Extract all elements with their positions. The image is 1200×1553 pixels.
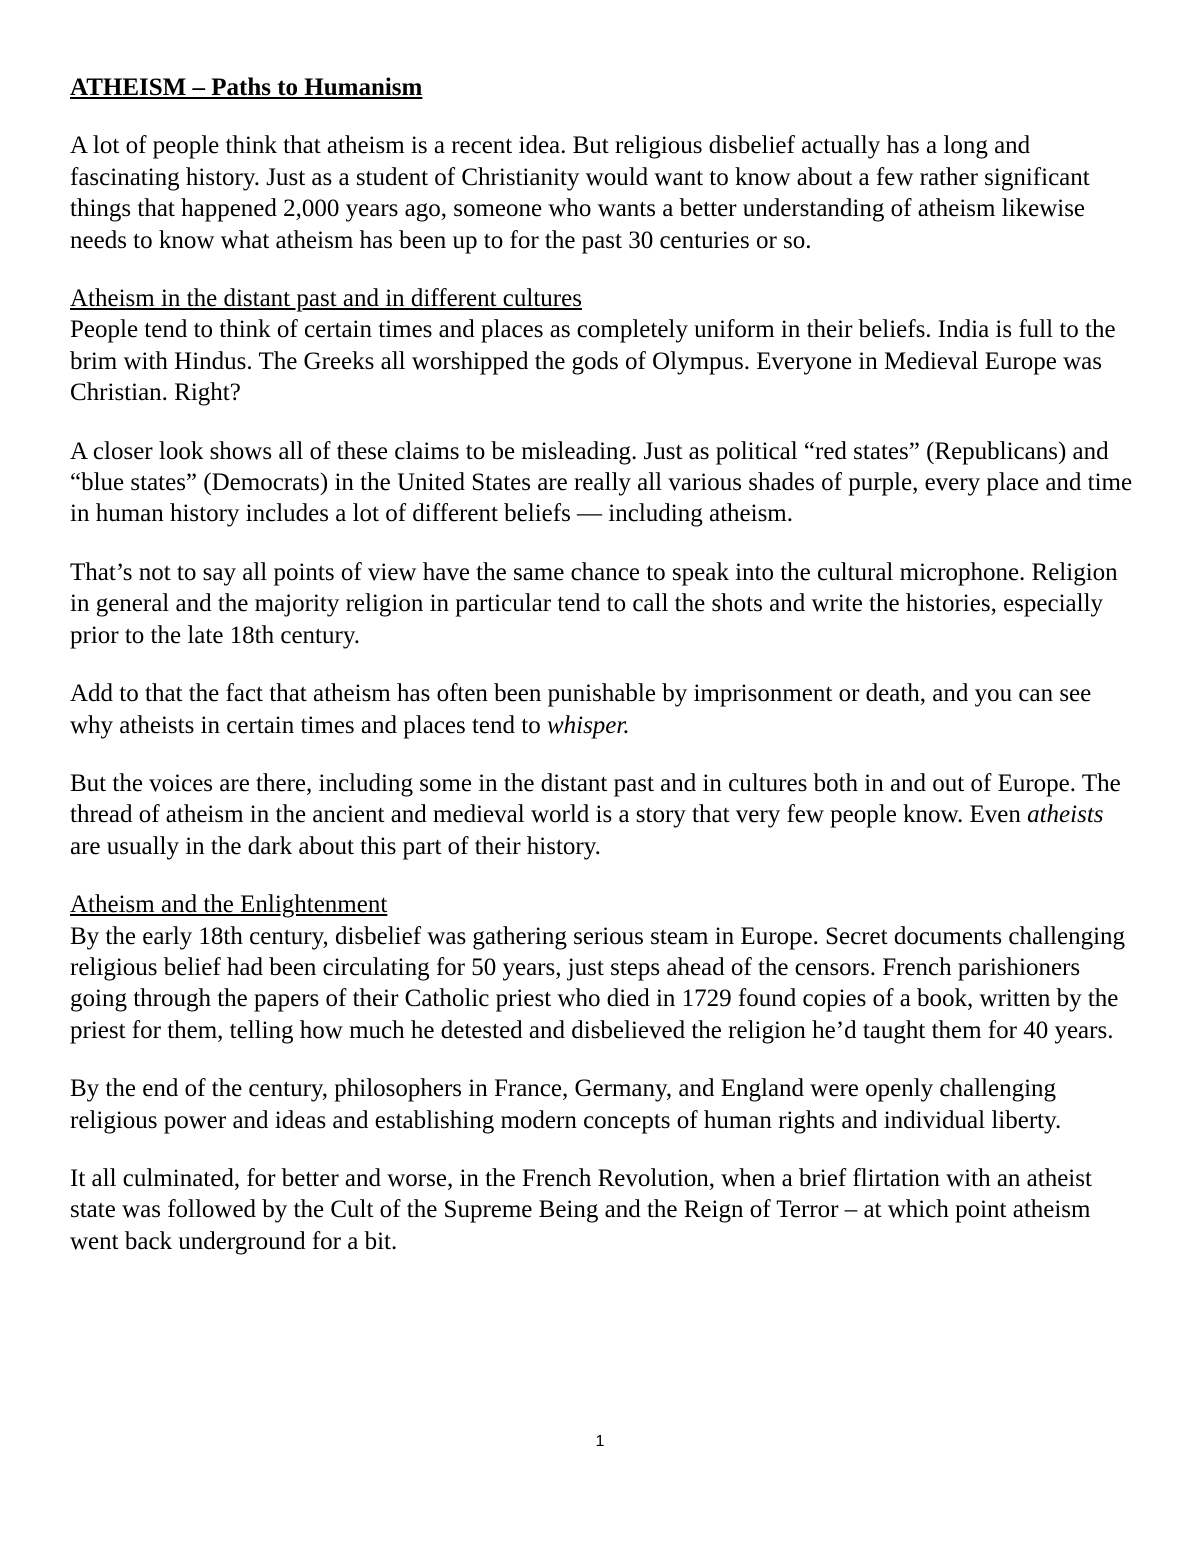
paragraph: People tend to think of certain times and places as completely uniform in their beliefs. India is full to the brim with Hindus. The Greeks all worshipped the gods of Olympus. Everyone in Medieval Europe was Christian. Right?: [70, 316, 1116, 407]
section-heading-enlightenment: Atheism and the Enlightenment: [70, 891, 388, 919]
paragraph: A closer look shows all of these claims to be misleading. Just as political “red states” (Republicans) and “blue states” (Democrats) in the United States are really all various shades of purple, every place and time in human history includes a lot of different beliefs — including atheism.: [70, 437, 1133, 528]
section-heading-distant-past: Atheism in the distant past and in different cultures: [70, 285, 582, 313]
paragraph: By the end of the century, philosophers in France, Germany, and England were openly challenging religious power and ideas and establishing modern concepts of human rights and individual liberty.: [70, 1075, 1062, 1134]
paragraph: That’s not to say all points of view have the same chance to speak into the cultural microphone. Religion in general and the majority religion in particular tend to call the shots and write the histories, especially prior to the late 18th century.: [70, 558, 1118, 649]
page-number: 1: [595, 1433, 605, 1450]
paragraph: It all culminated, for better and worse, in the French Revolution, when a brief flirtation with an atheist state was followed by the Cult of the Supreme Being and the Reign of Terror – at which point atheism went back underground for a bit.: [70, 1164, 1092, 1255]
paragraph-text: But the voices are there, including some in the distant past and in cultures both in and out of Europe. The thread of atheism in the ancient and medieval world is a story that very few people know. Even: [70, 769, 1121, 829]
paragraph-text: are usually in the dark about this part of their history.: [70, 832, 601, 860]
paragraph-text: Add to that the fact that atheism has often been punishable by imprisonment or death, and you can see why atheists in certain times and places tend to: [70, 680, 1092, 739]
document-page: [70, 72, 1138, 1284]
document-title: ATHEISM – Paths to Humanism: [70, 74, 423, 101]
intro-paragraph: A lot of people think that atheism is a recent idea. But religious disbelief actually has a long and fascinating history. Just as a student of Christianity would want to know about a few rather significant things that happened 2,000 years ago, someone who wants a better understanding of atheism likewise needs to know what atheism has been up to for the past 30 centuries or so.: [70, 132, 1090, 254]
paragraph: By the early 18th century, disbelief was gathering serious steam in Europe. Secret documents challenging religious belief had been circulating for 50 years, just steps ahead of the censors. French parishioners going through the papers of their Catholic priest who died in 1729 found copies of a book, written by the priest for them, telling how much he detested and disbelieved the religion he’d taught them for 40 years.: [70, 922, 1126, 1044]
emphasis-text: whisper.: [546, 711, 630, 739]
paragraph: [70, 678, 1138, 741]
paragraph: [70, 768, 1138, 862]
emphasis-text: atheists: [1027, 801, 1104, 829]
